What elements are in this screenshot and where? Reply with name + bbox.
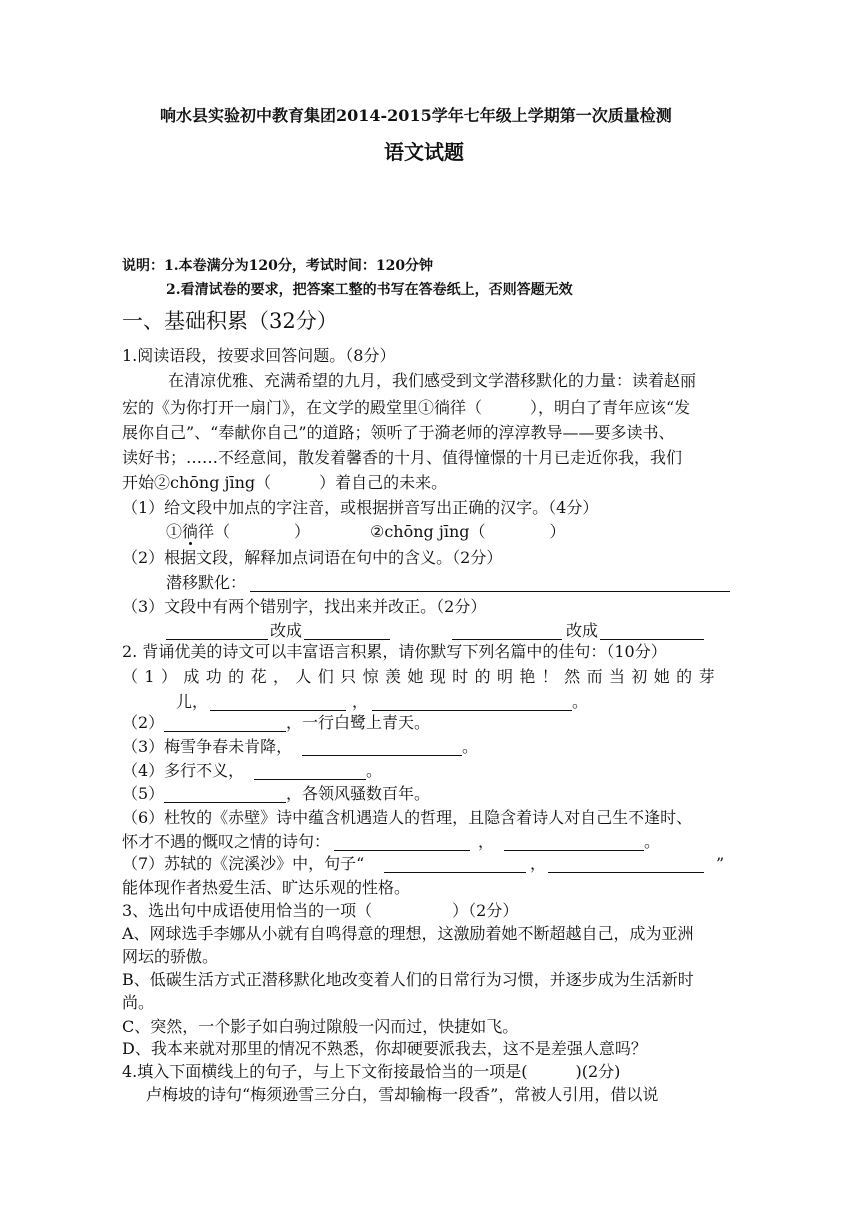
q2-item-3-text: （3）梅雪争春未肯降， <box>122 737 293 756</box>
q2-item-7-blank-a[interactable] <box>384 855 526 873</box>
q2-item-1: （1）成功的花，人们只惊羡她现时的明艳！然而当初她的芽 <box>122 667 721 686</box>
q2-item-2-num: （2） <box>122 713 165 732</box>
q1-correction-1-line[interactable] <box>304 622 390 640</box>
q3-option-a-cont: 网坛的骄傲。 <box>122 947 219 966</box>
q2-item-6-blank-b[interactable] <box>504 833 644 851</box>
q2-item-7-blank-b[interactable] <box>548 855 704 873</box>
q1-sub1: （1）给文段中加点的字注音，或根据拼音写出正确的汉字。（4分） <box>122 498 599 517</box>
q2-item-7: （7）苏轼的《浣溪沙》中，句子“ <box>122 854 365 873</box>
q2-item-3-blank[interactable] <box>302 738 462 756</box>
q1-correction-2-line[interactable] <box>600 622 704 640</box>
q2-item-7-cont: 能体现作者热爱生活、旷达乐观的性格。 <box>122 878 411 897</box>
period: 。 <box>644 832 661 851</box>
section-heading: 一、基础积累（32分） <box>122 309 338 333</box>
q3-option-d[interactable]: D、我本来就对那里的情况不熟悉，你却硬要派我去，这不是差强人意吗？ <box>122 1039 647 1058</box>
q4-stem: 4.填入下面横线上的句子，与上下文衔接最恰当的一项是( )(2分) <box>122 1062 621 1081</box>
q2-stem: 2. 背诵优美的诗文可以丰富语言积累，请你默写下列名篇中的佳句：（10分） <box>122 642 667 661</box>
q2-item-1-cont: 儿， <box>176 692 209 711</box>
change-to-label: 改成 <box>566 621 599 640</box>
q2-item-4-text: （4）多行不义， <box>122 761 245 780</box>
q1-sub2-answer-line[interactable] <box>250 574 730 592</box>
q1-passage-line: 在清凉优雅、充满希望的九月，我们感受到文学潜移默化的力量：读着赵丽 <box>168 371 697 390</box>
comma: ， <box>352 692 369 711</box>
change-to-label: 改成 <box>270 621 303 640</box>
q3-option-b-cont: 尚。 <box>122 993 155 1012</box>
q2-item-5-blank[interactable] <box>164 785 286 803</box>
q1-passage-line: 宏的《为你打开一扇门》，在文学的殿堂里①徜徉（ ），明白了青年应该“发 <box>122 398 691 417</box>
item-number: ① <box>166 522 183 541</box>
comma: ， <box>478 832 495 851</box>
q4-passage-line: 卢梅坡的诗句“梅须逊雪三分白，雪却输梅一段香”，常被人引用，借以说 <box>146 1085 659 1104</box>
q2-item-1-blank-b[interactable] <box>372 693 572 711</box>
q1-passage-line: 开始②chōng jīng（ ）着自己的未来。 <box>122 473 448 492</box>
period: 。 <box>572 692 589 711</box>
q1-sub1-item-a <box>166 520 310 544</box>
q2-item-5-text: ，各领风骚数百年。 <box>286 784 431 803</box>
comma: ， <box>530 854 547 873</box>
q1-stem: 1.阅读语段，按要求回答问题。（8分） <box>122 346 396 365</box>
q2-item-5-num: （5） <box>122 784 165 803</box>
period: 。 <box>366 761 383 780</box>
closing-quote: ” <box>716 854 725 873</box>
q2-item-1-blank-a[interactable] <box>210 693 346 711</box>
school-title: 响水县实验初中教育集团2014-2015学年七年级上学期第一次质量检测 <box>160 106 672 125</box>
q1-wrong-char-1-line[interactable] <box>166 622 268 640</box>
q3-option-a[interactable]: A、网球选手李娜从小就有自鸣得意的理想，这激励着她不断超越自己，成为亚洲 <box>122 924 694 943</box>
q2-item-2-text: ，一行白鹭上青天。 <box>286 713 431 732</box>
dotted-char: 徜 <box>182 522 199 541</box>
q3-stem: 3、选出句中成语使用恰当的一项（ ）（2分） <box>122 901 519 920</box>
instruction-line-2: 2.看清试卷的要求，把答案工整的书写在答卷纸上，否则答题无效 <box>166 282 573 298</box>
q1-sub2-label: 潜移默化： <box>166 573 247 592</box>
q3-option-b[interactable]: B、低碳生活方式正潜移默化地改变着人们的日常行为习惯，并逐步成为生活新时 <box>122 970 694 989</box>
q2-item-2-blank[interactable] <box>164 714 286 732</box>
q2-item-6-cont: 怀才不遇的慨叹之情的诗句： <box>122 832 331 851</box>
answer-bracket[interactable]: 徉（ ） <box>198 522 311 541</box>
q1-passage-line: 读好书；……不经意间，散发着馨香的十月、值得憧憬的十月已走近你我，我们 <box>122 448 683 467</box>
q1-sub3: （3）文段中有两个错别字，找出来并改正。（2分） <box>122 597 487 616</box>
subject-title: 语文试题 <box>384 140 464 164</box>
q1-wrong-char-2-line[interactable] <box>452 622 562 640</box>
q1-passage-line: 展你自己”、“奉献你自己”的道路；领听了于漪老师的淳淳教导——要多读书、 <box>122 423 675 442</box>
q2-item-6-blank-a[interactable] <box>334 833 470 851</box>
period: 。 <box>462 737 479 756</box>
q2-item-4-blank[interactable] <box>254 762 366 780</box>
q2-item-6: （6）杜牧的《赤壁》诗中蕴含机遇造人的哲理，且隐含着诗人对自己生不逢时、 <box>122 808 693 827</box>
q3-option-c[interactable]: C、突然，一个影子如白驹过隙般一闪而过，快捷如飞。 <box>122 1017 519 1036</box>
instruction-line-1: 说明：1.本卷满分为120分，考试时间：120分钟 <box>122 258 434 274</box>
q1-sub2: （2）根据文段，解释加点词语在句中的含义。（2分） <box>122 548 503 567</box>
q1-sub1-item-b[interactable]: ②chōng jīng（ ） <box>370 522 566 541</box>
